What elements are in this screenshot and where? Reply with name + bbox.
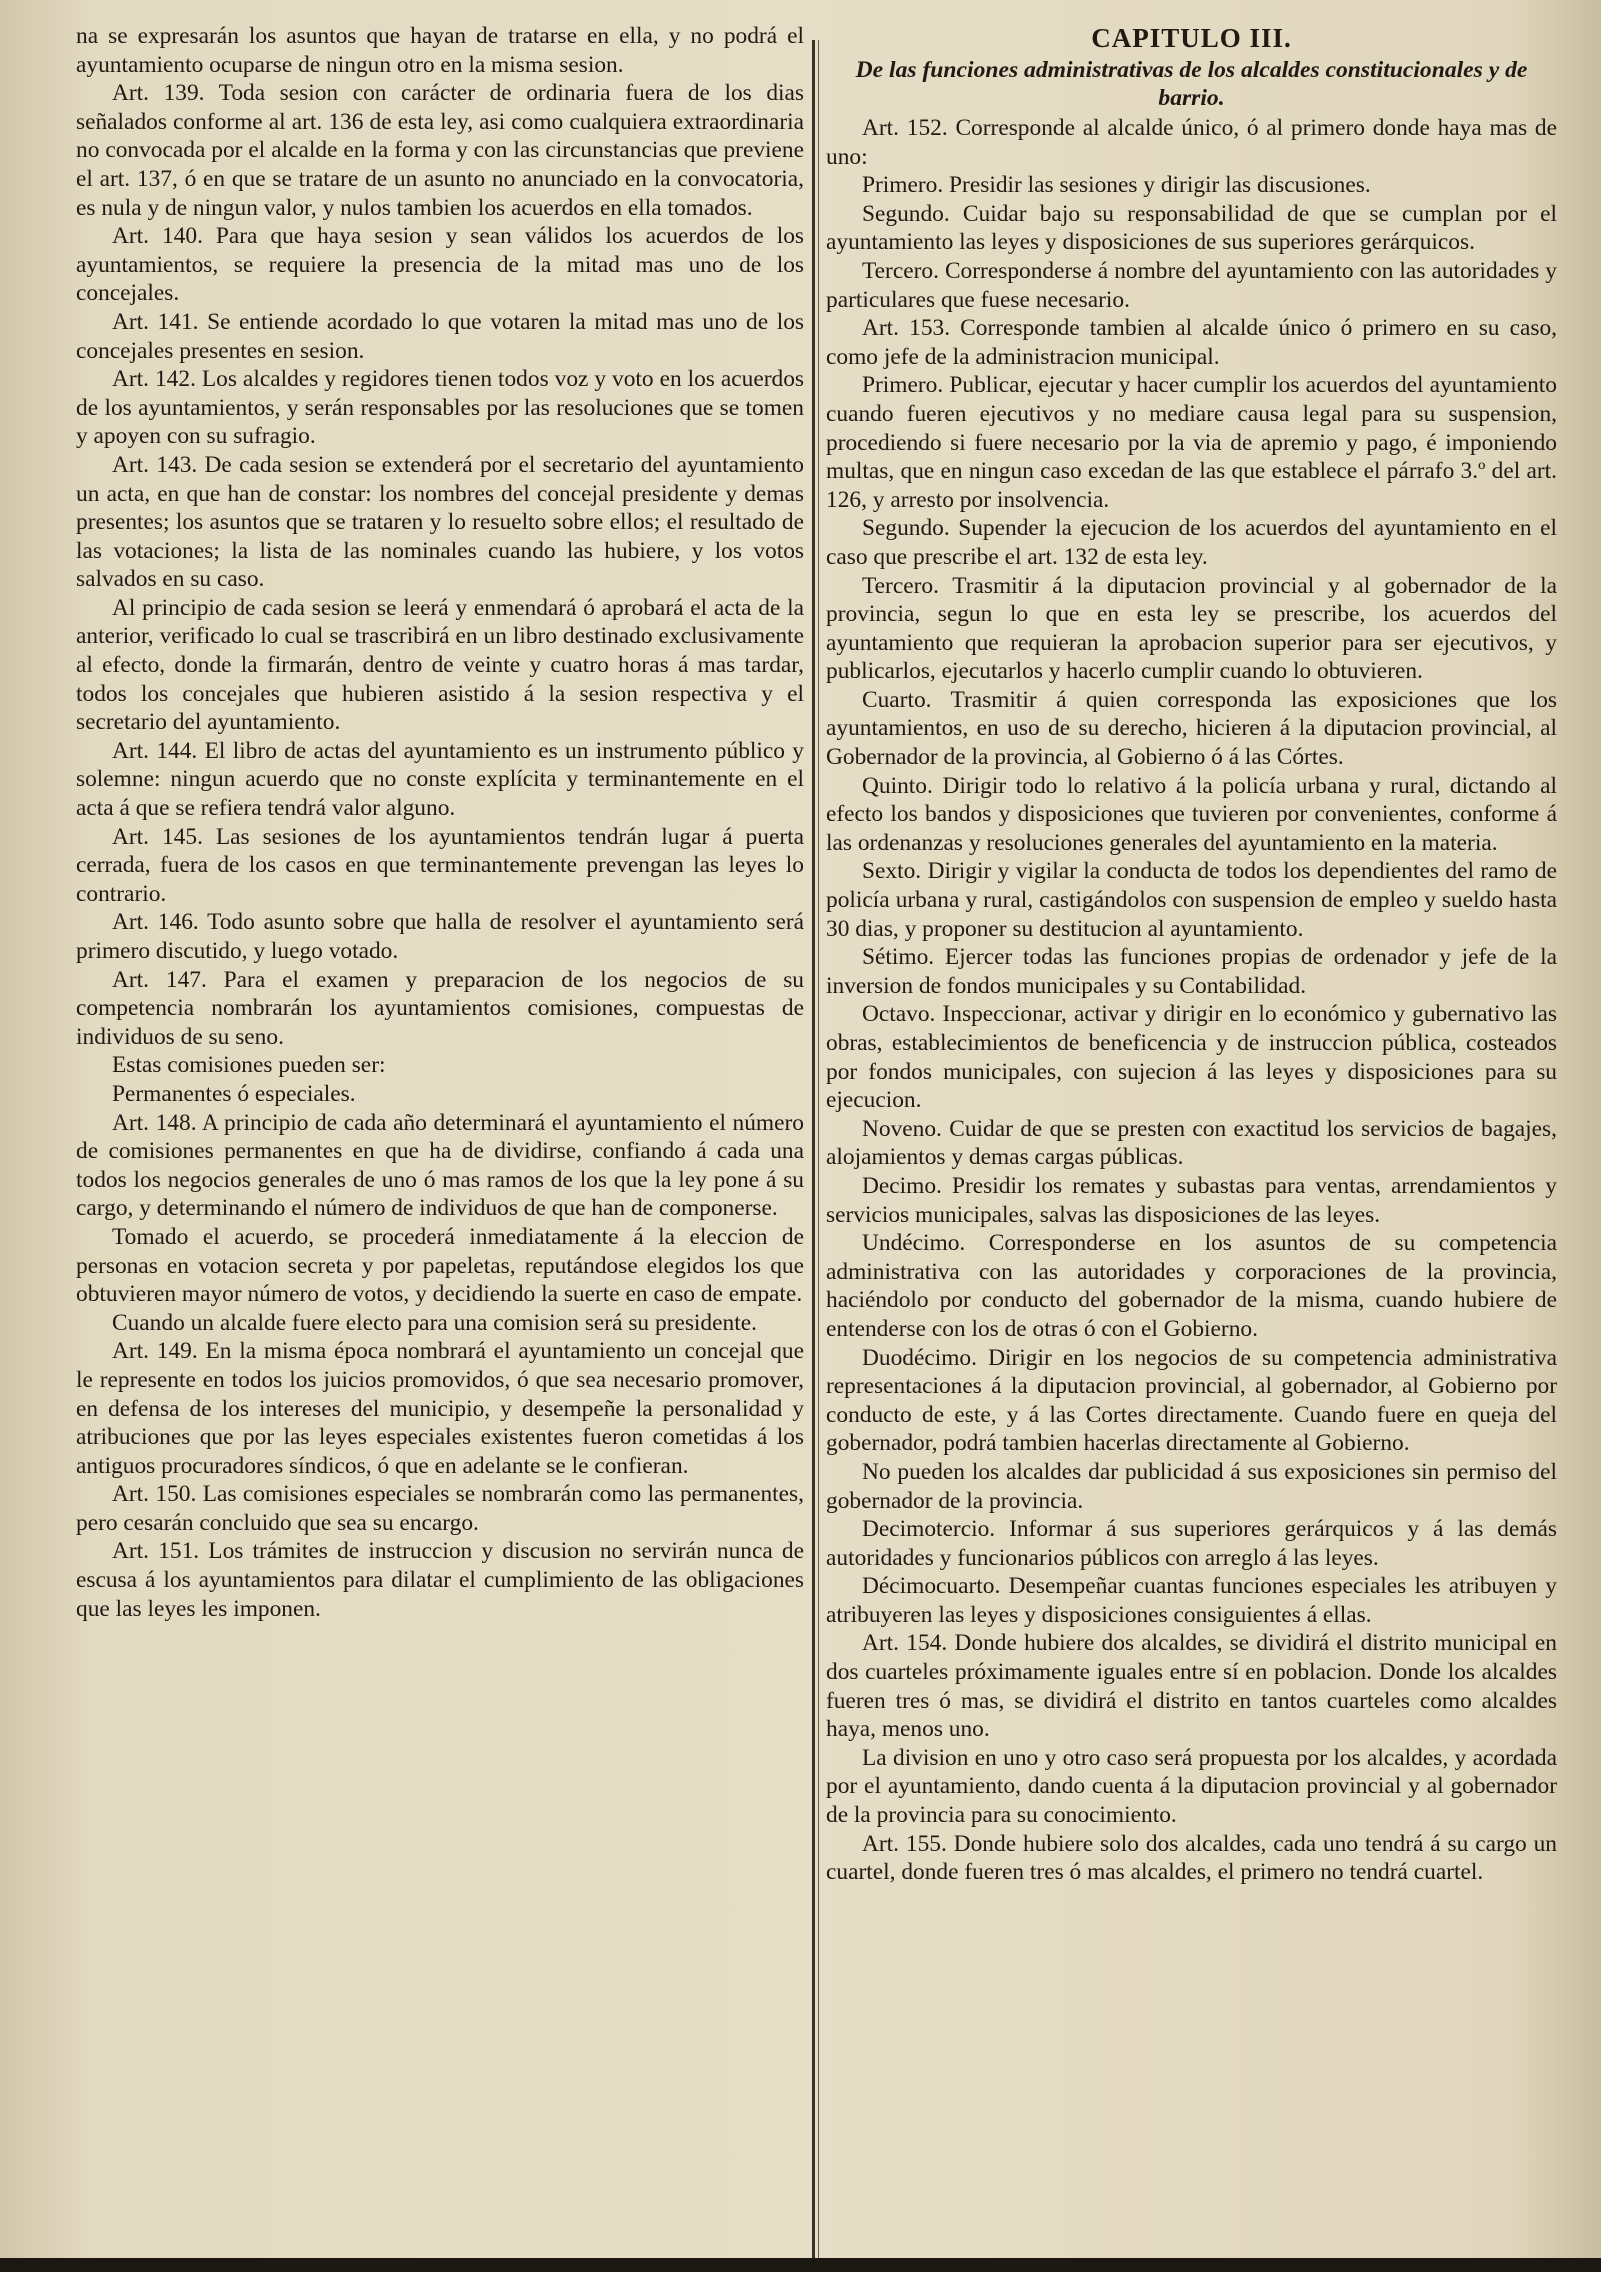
paragraph: Art. 151. Los trámites de instruccion y discusion no servirán nunca de escusa á los ayuntamientos para dilatar el cumplimiento de las obligaciones que las leyes les imponen. [76,1538,804,1622]
paragraph: No pueden los alcaldes dar publicidad á sus exposiciones sin permiso del gobernador de la provincia. [826,1458,1557,1514]
column-rule [812,40,815,2260]
paragraph: na se expresarán los asuntos que hayan de tratarse en ella, y no podrá el ayuntamiento ocuparse de ningun otro en la misma sesion. [76,23,804,78]
paragraph: Decimo. Presidir los remates y subastas para ventas, arrendamientos y servicios municipales, salvas las disposiciones de las leyes. [826,1172,1557,1228]
paragraph: Segundo. Supender la ejecucion de los acuerdos del ayuntamiento en el caso que prescribe el art. 132 de esta ley. [826,515,1557,570]
paragraph: Tercero. Corresponderse á nombre del ayuntamiento con las autoridades y particulares que fuese necesario. [826,257,1557,313]
paragraph: Art. 142. Los alcaldes y regidores tienen todos voz y voto en los acuerdos de los ayuntamientos, y serán responsables por las resoluciones que se tomen y apoyen con su sufragio. [76,366,804,450]
chapter-subtitle: De las funciones administrativas de los alcaldes constitucionales y de barrio. [855,57,1528,111]
paragraph: Decimotercio. Informar á sus superiores gerárquicos y á las demás autoridades y funcionarios públicos con arreglo á las leyes. [826,1516,1557,1571]
paragraph: Sétimo. Ejercer todas las funciones propias de ordenador y jefe de la inversion de fondos municipales y su Contabilidad. [826,944,1557,999]
paragraph: Noveno. Cuidar de que se presten con exactitud los servicios de bagajes, alojamientos y demas cargas públicas. [826,1115,1557,1171]
paragraph: Décimocuarto. Desempeñar cuantas funciones especiales les atribuyen y atribuyeren las leyes y disposiciones consiguientes á ellas. [826,1573,1557,1628]
paragraph: Cuarto. Trasmitir á quien corresponda las exposiciones que los ayuntamientos, en uso de su derecho, hicieren á la diputacion provincial, al Gobernador de la provincia, al Gobierno ó á las Córtes. [826,686,1557,771]
paragraph: Art. 152. Corresponde al alcalde único, ó al primero donde haya mas de uno: [826,115,1557,170]
paragraph: Al principio de cada sesion se leerá y enmendará ó aprobará el acta de la anterior, verificado lo cual se trascribirá en un libro destinado exclusivamente al efecto, donde la firmarán, dentro de veinte y cuatro horas á mas tardar, todos los concejales que hubieren asistido á la sesion respectiva y el secretario del ayuntamiento. [76,594,804,736]
paragraph: Art. 149. En la misma época nombrará el ayuntamiento un concejal que le represente en todos los juicios promovidos, ó que sea necesario promover, en defensa de los intereses del municipio, y desempeñe la personalidad y atribuciones que por las leyes especiales existentes fueron cometidas á los antiguos procuradores síndicos, ó que en adelante se le confieran. [76,1338,804,1479]
paragraph: Art. 148. A principio de cada año determinará el ayuntamiento el número de comisiones permanentes en que ha de dividirse, confiando á cada una todos los negocios generales de uno ó mas ramos de los que la ley pone á su cargo, y determinando el número de individuos de que han de componerse. [76,1109,804,1222]
paragraph: Art. 146. Todo asunto sobre que halla de resolver el ayuntamiento será primero discutido, y luego votado. [76,909,804,964]
column-rule-thin [818,40,819,2260]
paragraph: Tercero. Trasmitir á la diputacion provincial y al gobernador de la provincia, segun lo que en esta ley se prescribe, los acuerdos del ayuntamiento que requieran la aprobacion superior para ser ejecutivos, y publicarlos, ejecutarlos y hacerlo cumplir cuando lo obtuvieren. [826,572,1557,685]
paragraph: Art. 147. Para el examen y preparacion de los negocios de su competencia nombrarán los ayuntamientos comisiones, compuestas de individuos de su seno. [76,966,804,1050]
paragraph: Tomado el acuerdo, se procederá inmediatamente á la eleccion de personas en votacion secreta y por papeletas, reputándose elegidos los que obtuvieren mayor número de votos, y decidiendo la suerte en caso de empate. [76,1223,804,1308]
paragraph: Primero. Presidir las sesiones y dirigir las discusiones. [862,172,1371,199]
paragraph: Duodécimo. Dirigir en los negocios de su competencia administrativa representaciones á la diputacion provincial, al gobernador, al Gobierno por conducto de este, y á las Cortes directamente. Cuando fuere en queja del gobernador, podrá tambien hacerlas directamente al Gobierno. [826,1344,1557,1457]
paragraph: Art. 143. De cada sesion se extenderá por el secretario del ayuntamiento un acta, en que han de constar: los nombres del concejal presidente y demas presentes; los asuntos que se trataren y lo resuelto sobre ellos; el resultado de las votaciones; la lista de las nominales cuando las hubiere, y los votos salvados en su caso. [76,451,804,593]
paragraph: Permanentes ó especiales. [112,1080,356,1107]
right-column [826,22,1557,2252]
paragraph: Art. 155. Donde hubiere solo dos alcaldes, cada uno tendrá á su cargo un cuartel, donde fueren tres ó mas alcaldes, el primero no tendrá cuartel. [826,1830,1557,1886]
paragraph: Undécimo. Corresponderse en los asuntos de su competencia administrativa con las autoridades y corporaciones de la provincia, haciéndolo por conducto del gobernador de la misma, cuando hubiere de entenderse con los de otras ó con el Gobierno. [826,1230,1557,1342]
paragraph: Art. 153. Corresponde tambien al alcalde único ó primero en su caso, como jefe de la administracion municipal. [826,315,1557,370]
paragraph: Art. 145. Las sesiones de los ayuntamientos tendrán lugar á puerta cerrada, fuera de los casos en que terminantemente prevengan las leyes lo contrario. [76,823,804,907]
left-column [76,22,804,2252]
paragraph: Sexto. Dirigir y vigilar la conducta de todos los dependientes del ramo de policía urbana y rural, castigándolos con suspension de empleo y sueldo hasta 30 dias, y proponer su destitucion al ayuntamiento. [826,858,1557,942]
paragraph: Estas comisiones pueden ser: [112,1052,386,1079]
paragraph: Octavo. Inspeccionar, activar y dirigir en lo económico y gubernativo las obras, establecimientos de beneficencia y de instruccion pública, costeados por fondos municipales, con sujecion á las leyes y disposiciones para su ejecucion. [826,1001,1557,1114]
paragraph: Cuando un alcalde fuere electo para una comision será su presidente. [112,1309,757,1336]
paragraph: Art. 140. Para que haya sesion y sean válidos los acuerdos de los ayuntamientos, se requiere la presencia de la mitad mas uno de los concejales. [76,223,804,307]
paragraph: Segundo. Cuidar bajo su responsabilidad de que se cumplan por el ayuntamiento las leyes y disposiciones de sus superiores gerárquicos. [826,200,1557,256]
paragraph: Quinto. Dirigir todo lo relativo á la policía urbana y rural, dictando al efecto los bandos y disposiciones que tuvieren por convenientes, conforme á las ordenanzas y resoluciones generales del ayuntamiento en la materia. [826,772,1557,856]
paragraph: Primero. Publicar, ejecutar y hacer cumplir los acuerdos del ayuntamiento cuando fueren ejecutivos y no mediare causa legal para su suspension, procediendo si fuere necesario por la via de apremio y pago, é imponiendo multas, que en ningun caso excedan de las que establece el párrafo 3.º del art. 126, y arresto por insolvencia. [826,372,1557,513]
chapter-heading: CAPITULO III. [1091,23,1292,53]
paragraph: Art. 150. Las comisiones especiales se nombrarán como las permanentes, pero cesarán concluido que sea su encargo. [76,1481,804,1536]
page-bottom-edge [0,2258,1601,2272]
paragraph: Art. 139. Toda sesion con carácter de ordinaria fuera de los dias señalados conforme al art. 136 de esta ley, asi como cualquiera extraordinaria no convocada por el alcalde en la forma y con las circunstancias que previene el art. 137, ó en que se tratare de un asunto no anunciado en la convocatoria, es nula y de ningun valor, y nulos tambien los acuerdos en ella tomados. [76,80,804,221]
paragraph: Art. 141. Se entiende acordado lo que votaren la mitad mas uno de los concejales presentes en sesion. [76,308,804,364]
paragraph: Art. 144. El libro de actas del ayuntamiento es un instrumento público y solemne: ningun acuerdo que no conste explícita y terminantemente en el acta á que se refiera tendrá valor alguno. [76,737,804,822]
paragraph: Art. 154. Donde hubiere dos alcaldes, se dividirá el distrito municipal en dos cuarteles próximamente iguales entre sí en poblacion. Donde los alcaldes fueren tres ó mas, se dividirá el distrito en tantos cuarteles como alcaldes haya, menos uno. [826,1630,1557,1743]
paragraph: La division en uno y otro caso será propuesta por los alcaldes, y acordada por el ayuntamiento, dando cuenta á la diputacion provincial y al gobernador de la provincia para su conocimiento. [826,1744,1557,1829]
